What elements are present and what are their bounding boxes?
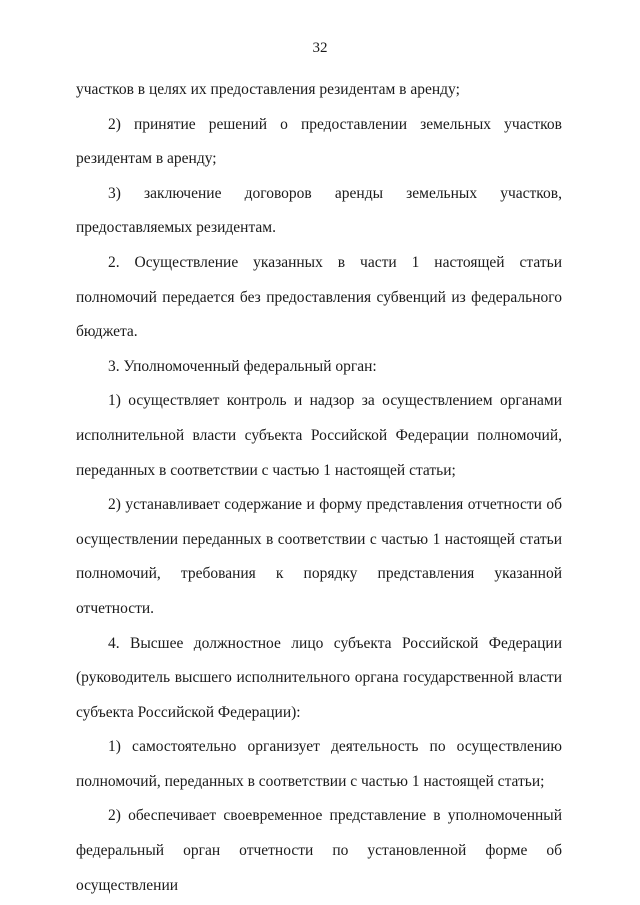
paragraph: 2. Осуществление указанных в части 1 настоящей статьи полномочий передается без предоставления субвенций из федерального бюджета. — [76, 253, 562, 341]
paragraph: 1) самостоятельно организует деятельность по осуществлению полномочий, переданных в соответствии с частью 1 настоящей статьи; — [76, 738, 562, 790]
paragraph: 4. Высшее должностное лицо субъекта Российской Федерации (руководитель высшего исполнительного органа государственной власти субъекта Российской Федерации): — [76, 634, 562, 721]
paragraph: участков в целях их предоставления резидентам в аренду; — [76, 81, 460, 98]
paragraph: 3) заключение договоров аренды земельных участков, предоставляемых резидентам. — [76, 184, 562, 237]
paragraph: 2) устанавливает содержание и форму представления отчетности об осуществлении переданных в соответствии с частью 1 настоящей статьи полномочий, требования к порядку представления указанной отчетности. — [76, 496, 562, 617]
document-body — [76, 73, 562, 903]
paragraph: 2) принятие решений о предоставлении земельных участков резидентам в аренду; — [76, 115, 562, 168]
page-number: 32 — [312, 40, 328, 56]
paragraph: 2) обеспечивает своевременное представление в уполномоченный федеральный орган отчетности по установленной форме об осуществлении — [76, 807, 562, 894]
paragraph: 3. Уполномоченный федеральный орган: — [108, 357, 377, 375]
paragraph: 1) осуществляет контроль и надзор за осуществлением органами исполнительной власти субъекта Российской Федерации полномочий, переданных в соответствии с частью 1 настоящей статьи; — [76, 392, 562, 479]
